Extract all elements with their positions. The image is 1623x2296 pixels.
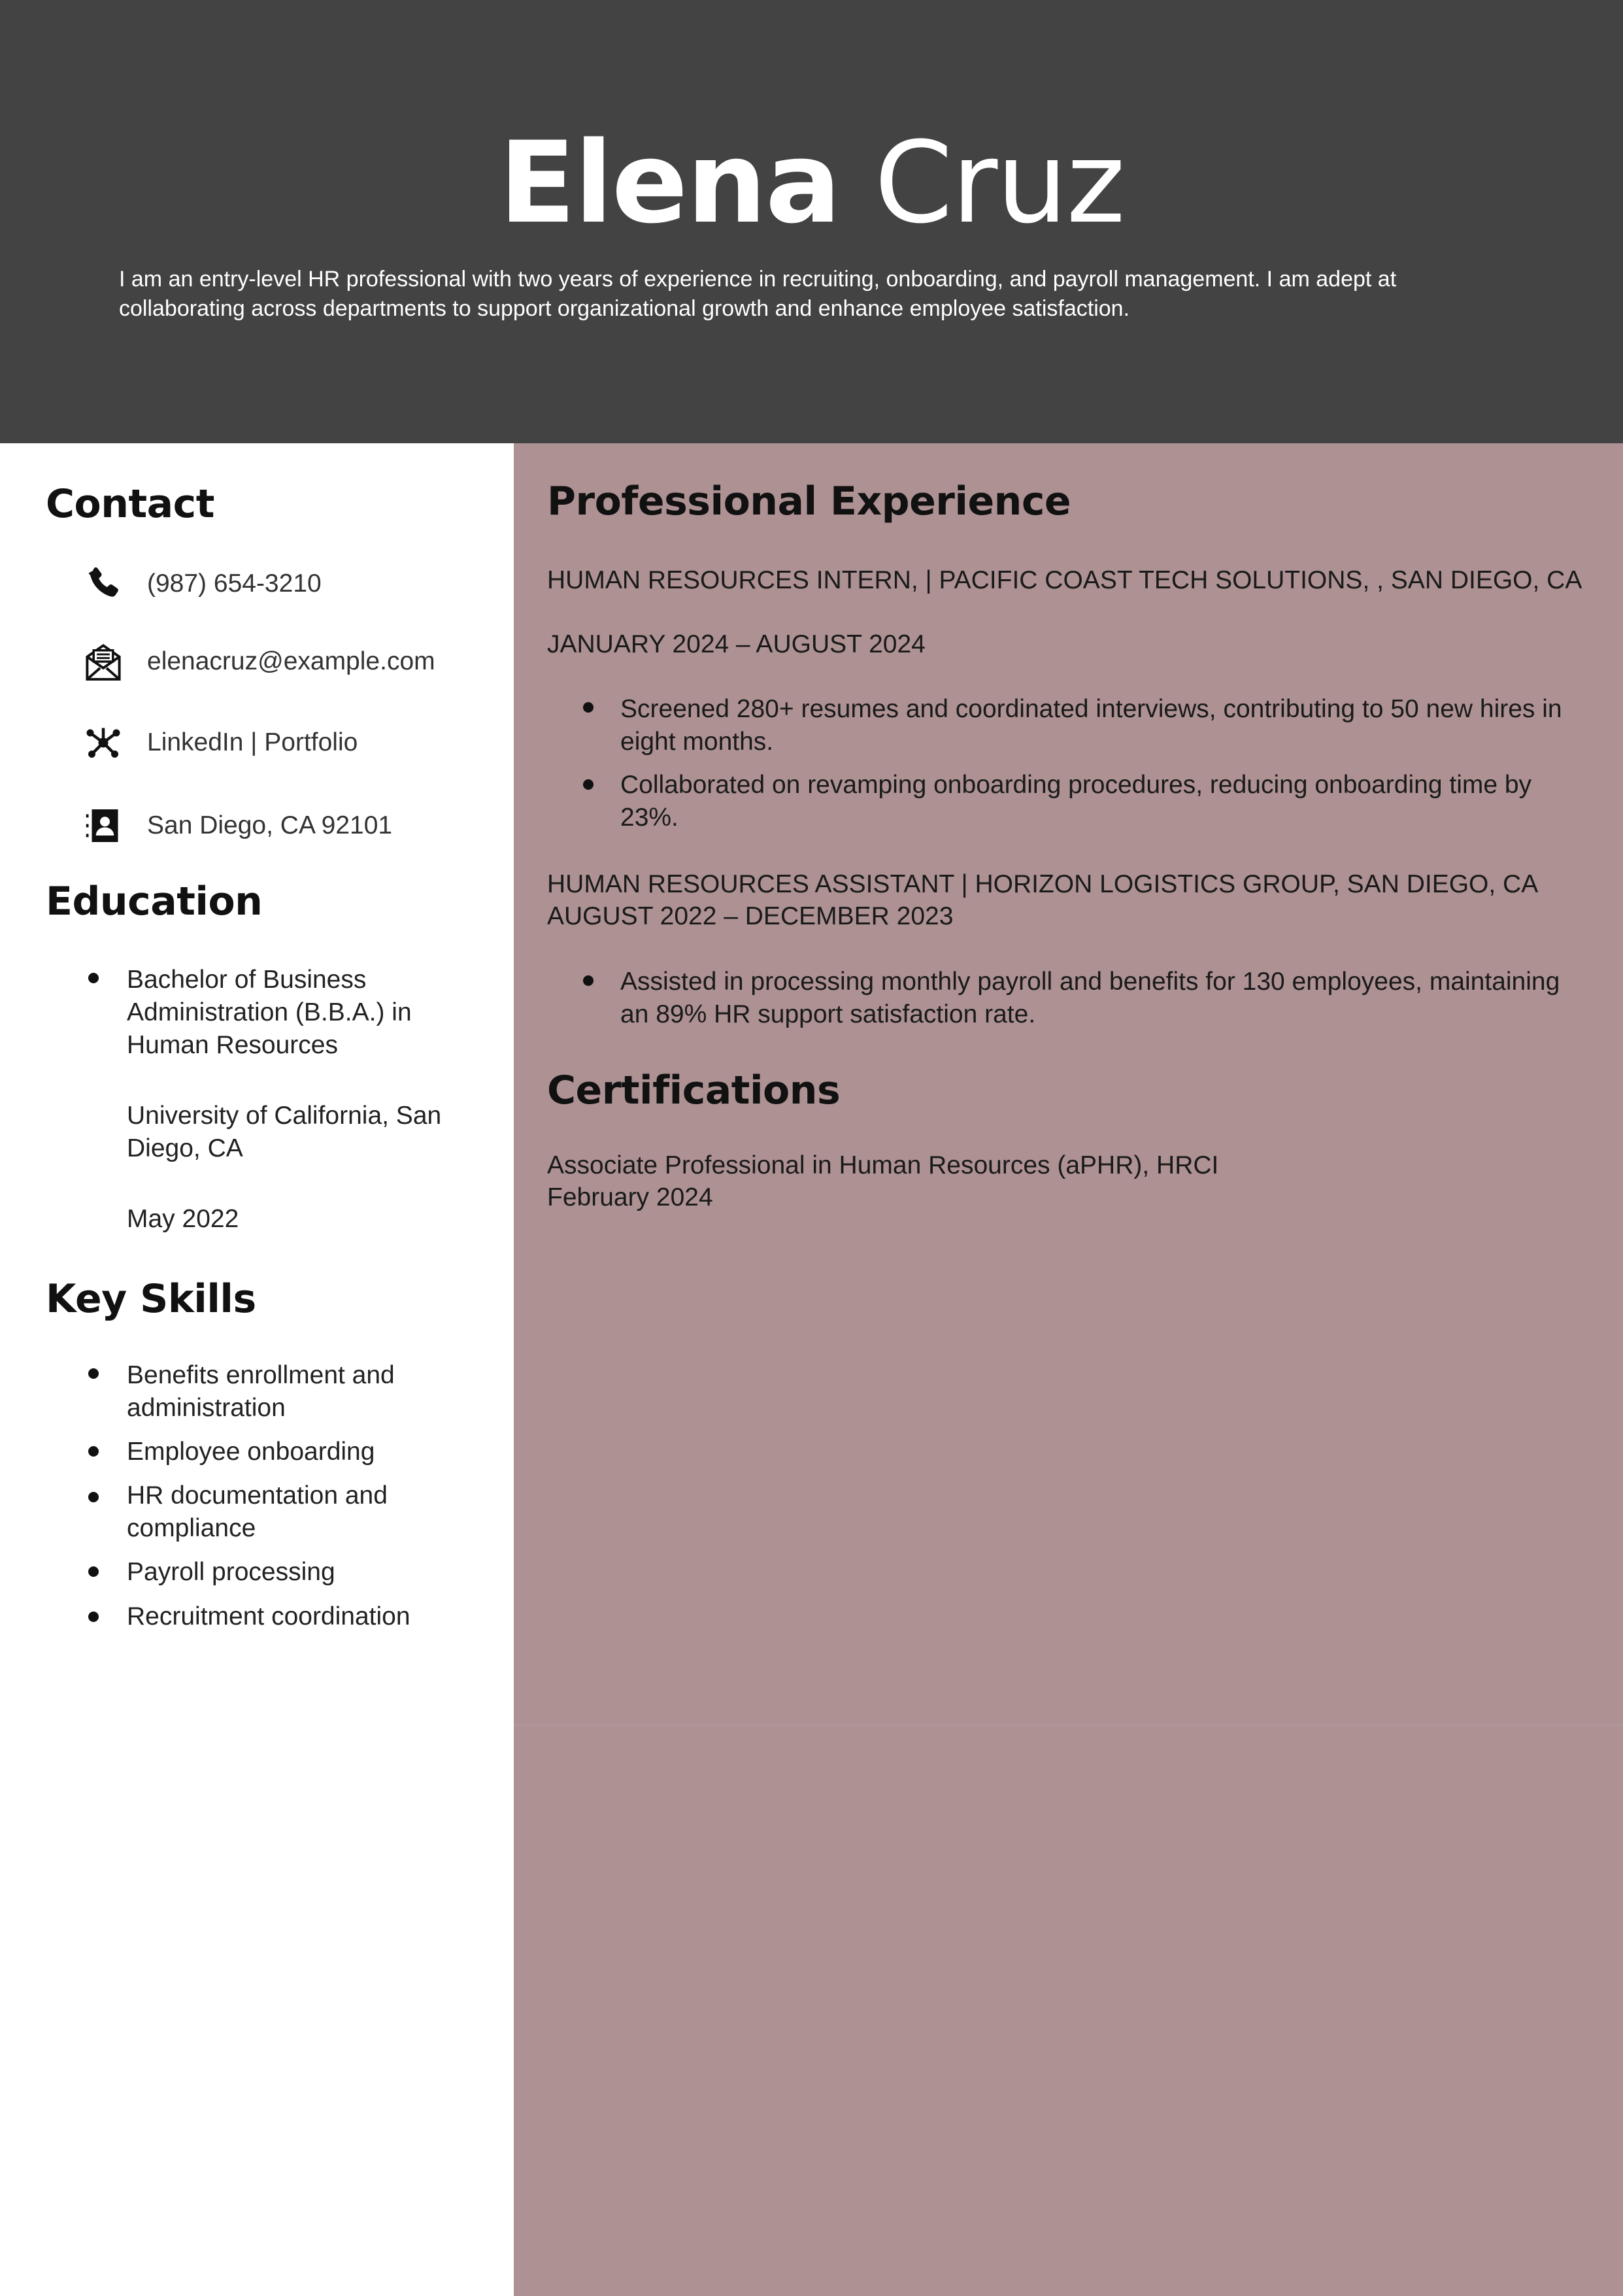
education-bullet <box>88 973 99 983</box>
certifications-title: Certifications <box>547 1068 841 1113</box>
skill-bullet <box>88 1368 99 1379</box>
page-divider <box>514 1725 1623 1726</box>
skill-bullet <box>88 1446 99 1457</box>
skill-bullet <box>88 1612 99 1622</box>
first-name: Elena <box>499 117 840 248</box>
job-achievement: Collaborated on revamping onboarding procedures, reducing onboarding time by 23%. <box>620 771 1532 832</box>
skill-bullet <box>88 1492 99 1502</box>
education-title: Education <box>46 879 263 924</box>
job-dates: JANUARY 2024 – AUGUST 2024 <box>547 630 926 658</box>
degree: Bachelor of Business Administration (B.B.A.) in Human Resources <box>127 966 412 1059</box>
graduation-date: May 2022 <box>127 1205 239 1233</box>
certification-name: Associate Professional in Human Resources (aPHR), HRCI <box>547 1151 1219 1179</box>
skill-bullet <box>88 1566 99 1577</box>
contact-card-icon <box>78 803 128 849</box>
skill-item: Benefits enrollment and administration <box>127 1361 395 1422</box>
job-heading: HUMAN RESOURCES ASSISTANT | HORIZON LOGISTICS GROUP, SAN DIEGO, CA <box>547 870 1539 898</box>
job-achievement: Assisted in processing monthly payroll and benefits for 130 employees, maintaining an 89% HR support satisfaction rate. <box>620 968 1560 1028</box>
email-link[interactable]: elenacruz@example.com <box>147 647 435 675</box>
contact-links <box>78 720 358 766</box>
job-achievement: Screened 280+ resumes and coordinated interviews, contributing to 50 new hires in eight months. <box>620 695 1562 756</box>
contact-title: Contact <box>46 481 214 527</box>
location-text: San Diego, CA 92101 <box>147 811 393 839</box>
job-bullet <box>583 975 594 986</box>
certification-date: February 2024 <box>547 1183 713 1211</box>
job-bullet <box>583 702 594 713</box>
skill-item: HR documentation and compliance <box>127 1481 388 1542</box>
profile-summary: I am an entry-level HR professional with two years of experience in recruiting, onboarding, and payroll management. I am adept at collaborating across departments to support organizational growth and enhance employee satisfaction. <box>119 267 1397 321</box>
contact-phone <box>78 561 322 607</box>
last-name: Cruz <box>874 117 1124 248</box>
candidate-name <box>0 114 1623 252</box>
header-banner <box>0 0 1623 443</box>
contact-email <box>78 639 435 684</box>
job-dates: AUGUST 2022 – DECEMBER 2023 <box>547 902 954 930</box>
phone-icon <box>78 561 128 607</box>
job-bullet <box>583 779 594 790</box>
skill-item: Employee onboarding <box>127 1438 375 1466</box>
skills-title: Key Skills <box>46 1276 256 1322</box>
school: University of California, San Diego, CA <box>127 1102 442 1162</box>
contact-location <box>78 803 392 849</box>
envelope-icon <box>78 639 128 684</box>
job-heading: HUMAN RESOURCES INTERN, | PACIFIC COAST TECH SOLUTIONS, , SAN DIEGO, CA <box>547 566 1582 594</box>
profile-links[interactable]: LinkedIn | Portfolio <box>147 728 358 756</box>
phone-text: (987) 654-3210 <box>147 569 322 598</box>
skill-item: Payroll processing <box>127 1558 335 1586</box>
experience-title: Professional Experience <box>547 479 1071 524</box>
skill-item: Recruitment coordination <box>127 1602 410 1630</box>
network-icon <box>78 720 128 766</box>
